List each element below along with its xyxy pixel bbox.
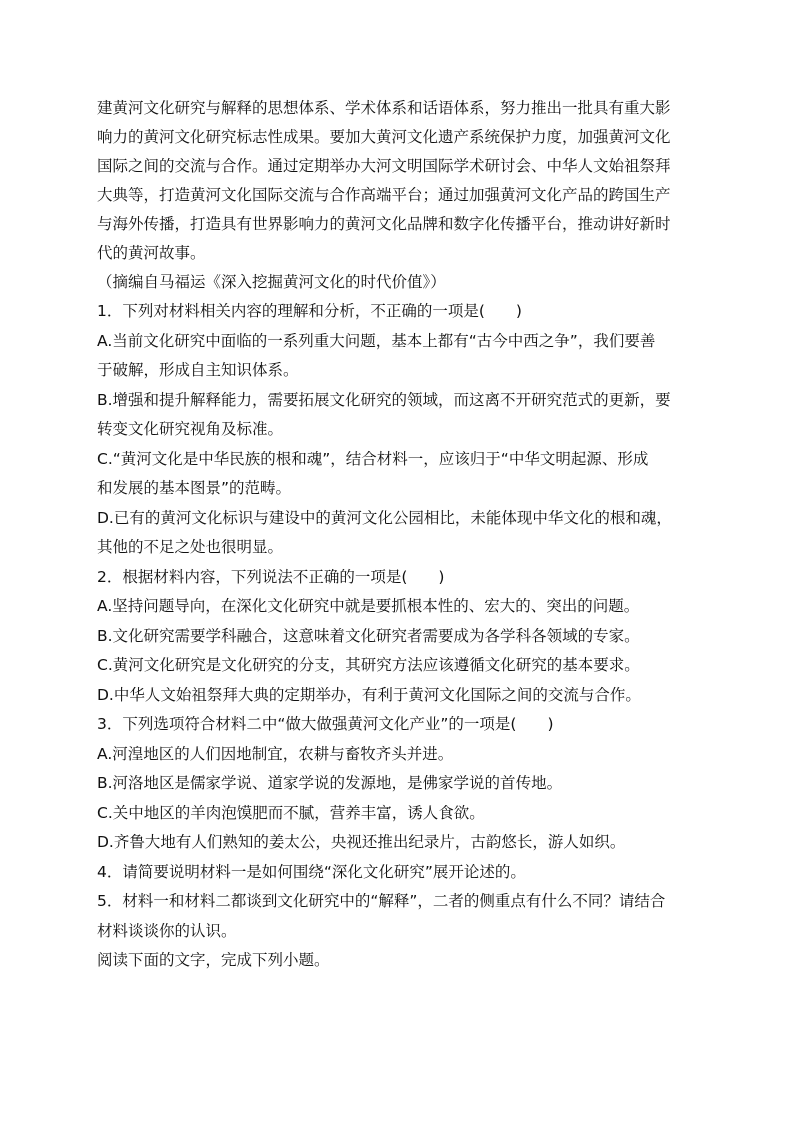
question-2-option-b: B.文化研究需要学科融合，这意味着文化研究者需要成为各学科各领域的专家。	[97, 626, 640, 645]
passage-line: 响力的黄河文化研究标志性成果。要加大黄河文化遗产系统保护力度，加强黄河文化	[97, 128, 671, 146]
question-2-option-a: A.坚持问题导向，在深化文化研究中就是要抓根本性的、宏大的、突出的问题。	[97, 597, 640, 615]
question-1-option-b-cont: 转变文化研究视角及标准。	[97, 420, 284, 438]
question-1-option-d-cont: 其他的不足之处也很明显。	[97, 538, 284, 556]
question-1-option-c-cont: 和发展的基本图景”的范畴。	[97, 479, 292, 497]
passage-line: 代的黄河故事。	[97, 244, 206, 262]
question-1-option-b: B.增强和提升解释能力，需要拓展文化研究的领域，而这离不开研究范式的更新，要	[97, 390, 671, 409]
passage-line: 建黄河文化研究与解释的思想体系、学术体系和话语体系，努力推出一批具有重大影	[97, 99, 671, 117]
question-2-stem: 2．根据材料内容，下列说法不正确的一项是( )	[97, 567, 445, 586]
question-list	[97, 297, 697, 976]
passage-source: （摘编自马福运《深入挖掘黄河文化的时代价值》）	[97, 273, 446, 291]
question-1-option-a-cont: 于破解，形成自主知识体系。	[97, 361, 299, 379]
passage-line: 大典等，打造黄河文化国际交流与合作高端平台；通过加强黄河文化产品的跨国生产	[97, 186, 671, 204]
question-1-option-c: C.“黄河文化是中华民族的根和魂”，结合材料一，应该归于“中华文明起源、形成	[97, 449, 649, 468]
question-1-stem: 1．下列对材料相关内容的理解和分析，不正确的一项是( )	[97, 302, 522, 320]
question-3-stem: 3．下列选项符合材料二中“做大做强黄河文化产业”的一项是( )	[97, 715, 554, 733]
page-content	[97, 94, 697, 976]
question-5-stem: 5．材料一和材料二都谈到文化研究中的“解释”，二者的侧重点有什么不同？请结合	[97, 892, 666, 910]
question-2-option-d: D.中华人文始祖祭拜大典的定期举办，有利于黄河文化国际之间的交流与合作。	[97, 685, 641, 704]
question-3-option-c: C.关中地区的羊肉泡馍肥而不腻，营养丰富，诱人食欲。	[97, 803, 485, 822]
question-4-stem: 4．请简要说明材料一是如何围绕“深化文化研究”展开论述的。	[97, 862, 526, 881]
passage-line: 国际之间的交流与合作。通过定期举办大河文明国际学术研讨会、中华人文始祖祭拜	[97, 157, 671, 175]
question-2-option-c: C.黄河文化研究是文化研究的分支，其研究方法应该遵循文化研究的基本要求。	[97, 656, 640, 674]
passage-line: 与海外传播，打造具有世界影响力的黄河文化品牌和数字化传播平台，推动讲好新时	[97, 215, 671, 233]
question-3-option-b: B.河洛地区是儒家学说、道家学说的发源地，是佛家学说的首传地。	[97, 774, 563, 792]
next-section-instruction: 阅读下面的文字，完成下列小题。	[97, 951, 330, 969]
question-3-option-a: A.河湟地区的人们因地制宜，农耕与畜牧齐头并进。	[97, 744, 454, 763]
question-1-option-a: A.当前文化研究中面临的一系列重大问题，基本上都有“古今中西之争”，我们要善	[97, 331, 656, 350]
question-5-stem-cont: 材料谈谈你的认识。	[97, 921, 237, 940]
question-3-option-d: D.齐鲁大地有人们熟知的姜太公，央视还推出纪录片，古韵悠长，游人如织。	[97, 833, 626, 851]
reading-passage	[97, 94, 697, 297]
question-1-option-d: D.已有的黄河文化标识与建设中的黄河文化公园相比，未能体现中华文化的根和魂，	[97, 508, 672, 527]
